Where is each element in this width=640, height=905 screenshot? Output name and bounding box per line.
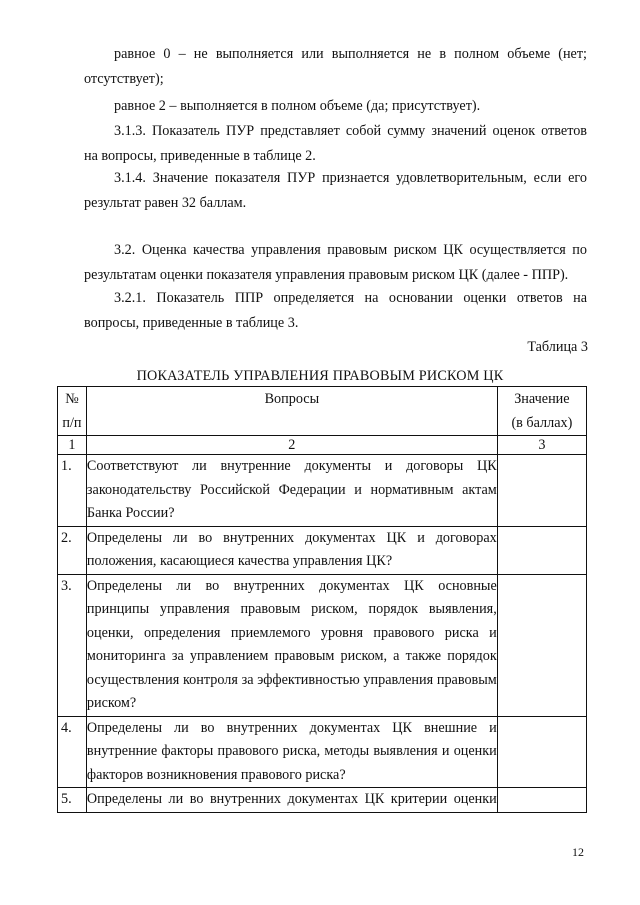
text-line: 3.2.1. Показатель ППР определяется на основании оценки ответов на xyxy=(114,290,587,306)
text-line: 3.2. Оценка качества управления правовым риском ЦК осуществляется по xyxy=(114,242,587,258)
table-row xyxy=(58,455,587,527)
question-line: законодательству Российской Федерации и нормативным актам xyxy=(86,481,497,498)
question-line: положения, касающиеся качества управления ЦК? xyxy=(86,553,393,569)
header-number-cell xyxy=(58,387,87,436)
question-line: мониторинга за управлением правовым риском, а также порядок xyxy=(86,648,497,664)
question-cell xyxy=(86,455,497,527)
column-number: 1 xyxy=(58,436,87,455)
question-cell xyxy=(86,526,497,574)
row-number: 5. xyxy=(58,788,87,813)
text-line: равное 0 – не выполняется или выполняется не в полном объеме (нет; xyxy=(114,46,587,62)
question-line: принципы управления правовым риском, порядок выявления, xyxy=(86,601,497,617)
text-line: результатам оценки показателя управления правовым риском ЦК (далее - ППР). xyxy=(84,267,569,283)
question-line: Определены ли во внутренних документах ЦК критерии оценки xyxy=(86,791,497,807)
paragraph-3-1-4 xyxy=(84,166,587,216)
question-line: внутренние факторы правового риска, методы выявления и оценки xyxy=(86,743,497,759)
question-line: Определены ли во внутренних документах ЦК и договорах xyxy=(86,529,497,546)
table-row xyxy=(58,574,587,716)
question-cell xyxy=(86,574,497,716)
question-line: Определены ли во внутренних документах ЦК основные xyxy=(86,577,497,594)
table-row xyxy=(58,526,587,574)
value-cell xyxy=(497,526,586,574)
column-number: 2 xyxy=(86,436,497,455)
text-line: 3.1.4. Значение показателя ПУР признается удовлетворительным, если его xyxy=(114,170,587,186)
header-number-abbr: п/п xyxy=(62,415,82,431)
text-line: на вопросы, приведенные в таблице 2. xyxy=(84,148,316,164)
question-line: Определены ли во внутренних документах ЦК внешние и xyxy=(86,719,497,736)
value-cell xyxy=(497,574,586,716)
question-line: Банка России? xyxy=(86,505,175,521)
value-cell xyxy=(497,455,586,527)
text-line: 3.1.3. Показатель ПУР представляет собой сумму значений оценок ответов xyxy=(114,123,587,139)
text-line: отсутствует); xyxy=(84,71,164,87)
paragraph-value-2 xyxy=(84,94,587,119)
row-number: 4. xyxy=(58,716,87,788)
question-line: факторов возникновения правового риска? xyxy=(86,766,346,783)
text-line: вопросы, приведенные в таблице 3. xyxy=(84,315,299,331)
question-cell xyxy=(86,788,497,813)
table-header-row xyxy=(58,387,587,436)
table-row xyxy=(58,716,587,788)
question-line: риском? xyxy=(86,695,137,711)
table-label: Таблица 3 xyxy=(527,339,588,355)
header-value-unit: (в баллах) xyxy=(511,415,573,431)
question-line: осуществления контроля за эффективностью управления правовым xyxy=(86,671,497,688)
column-number-row xyxy=(58,436,587,455)
question-line: Соответствуют ли внутренние документы и договоры ЦК xyxy=(86,458,497,474)
value-cell xyxy=(497,788,586,813)
text-line: равное 2 – выполняется в полном объеме (да; присутствует). xyxy=(114,98,481,114)
table-row xyxy=(58,788,587,813)
table-title: ПОКАЗАТЕЛЬ УПРАВЛЕНИЯ ПРАВОВЫМ РИСКОМ ЦК xyxy=(136,368,504,384)
question-cell xyxy=(86,716,497,788)
column-number: 3 xyxy=(497,436,586,455)
value-cell xyxy=(497,716,586,788)
header-value-title: Значение xyxy=(514,391,570,407)
page-number: 12 xyxy=(572,845,584,859)
header-value-cell xyxy=(497,387,586,436)
row-number: 3. xyxy=(58,574,87,716)
row-number: 2. xyxy=(58,526,87,574)
header-number-symbol: № xyxy=(65,391,79,407)
header-questions-cell: Вопросы xyxy=(86,387,497,436)
paragraph-3-1-3 xyxy=(84,119,587,169)
row-number: 1. xyxy=(58,455,87,527)
paragraph-3-2-1 xyxy=(84,286,587,336)
risk-indicator-table xyxy=(57,386,587,813)
text-line: результат равен 32 баллам. xyxy=(84,195,247,211)
paragraph-3-2 xyxy=(84,238,587,288)
question-line: оценки, определения приемлемого уровня правового риска и xyxy=(86,624,497,641)
paragraph-value-0 xyxy=(84,42,587,92)
